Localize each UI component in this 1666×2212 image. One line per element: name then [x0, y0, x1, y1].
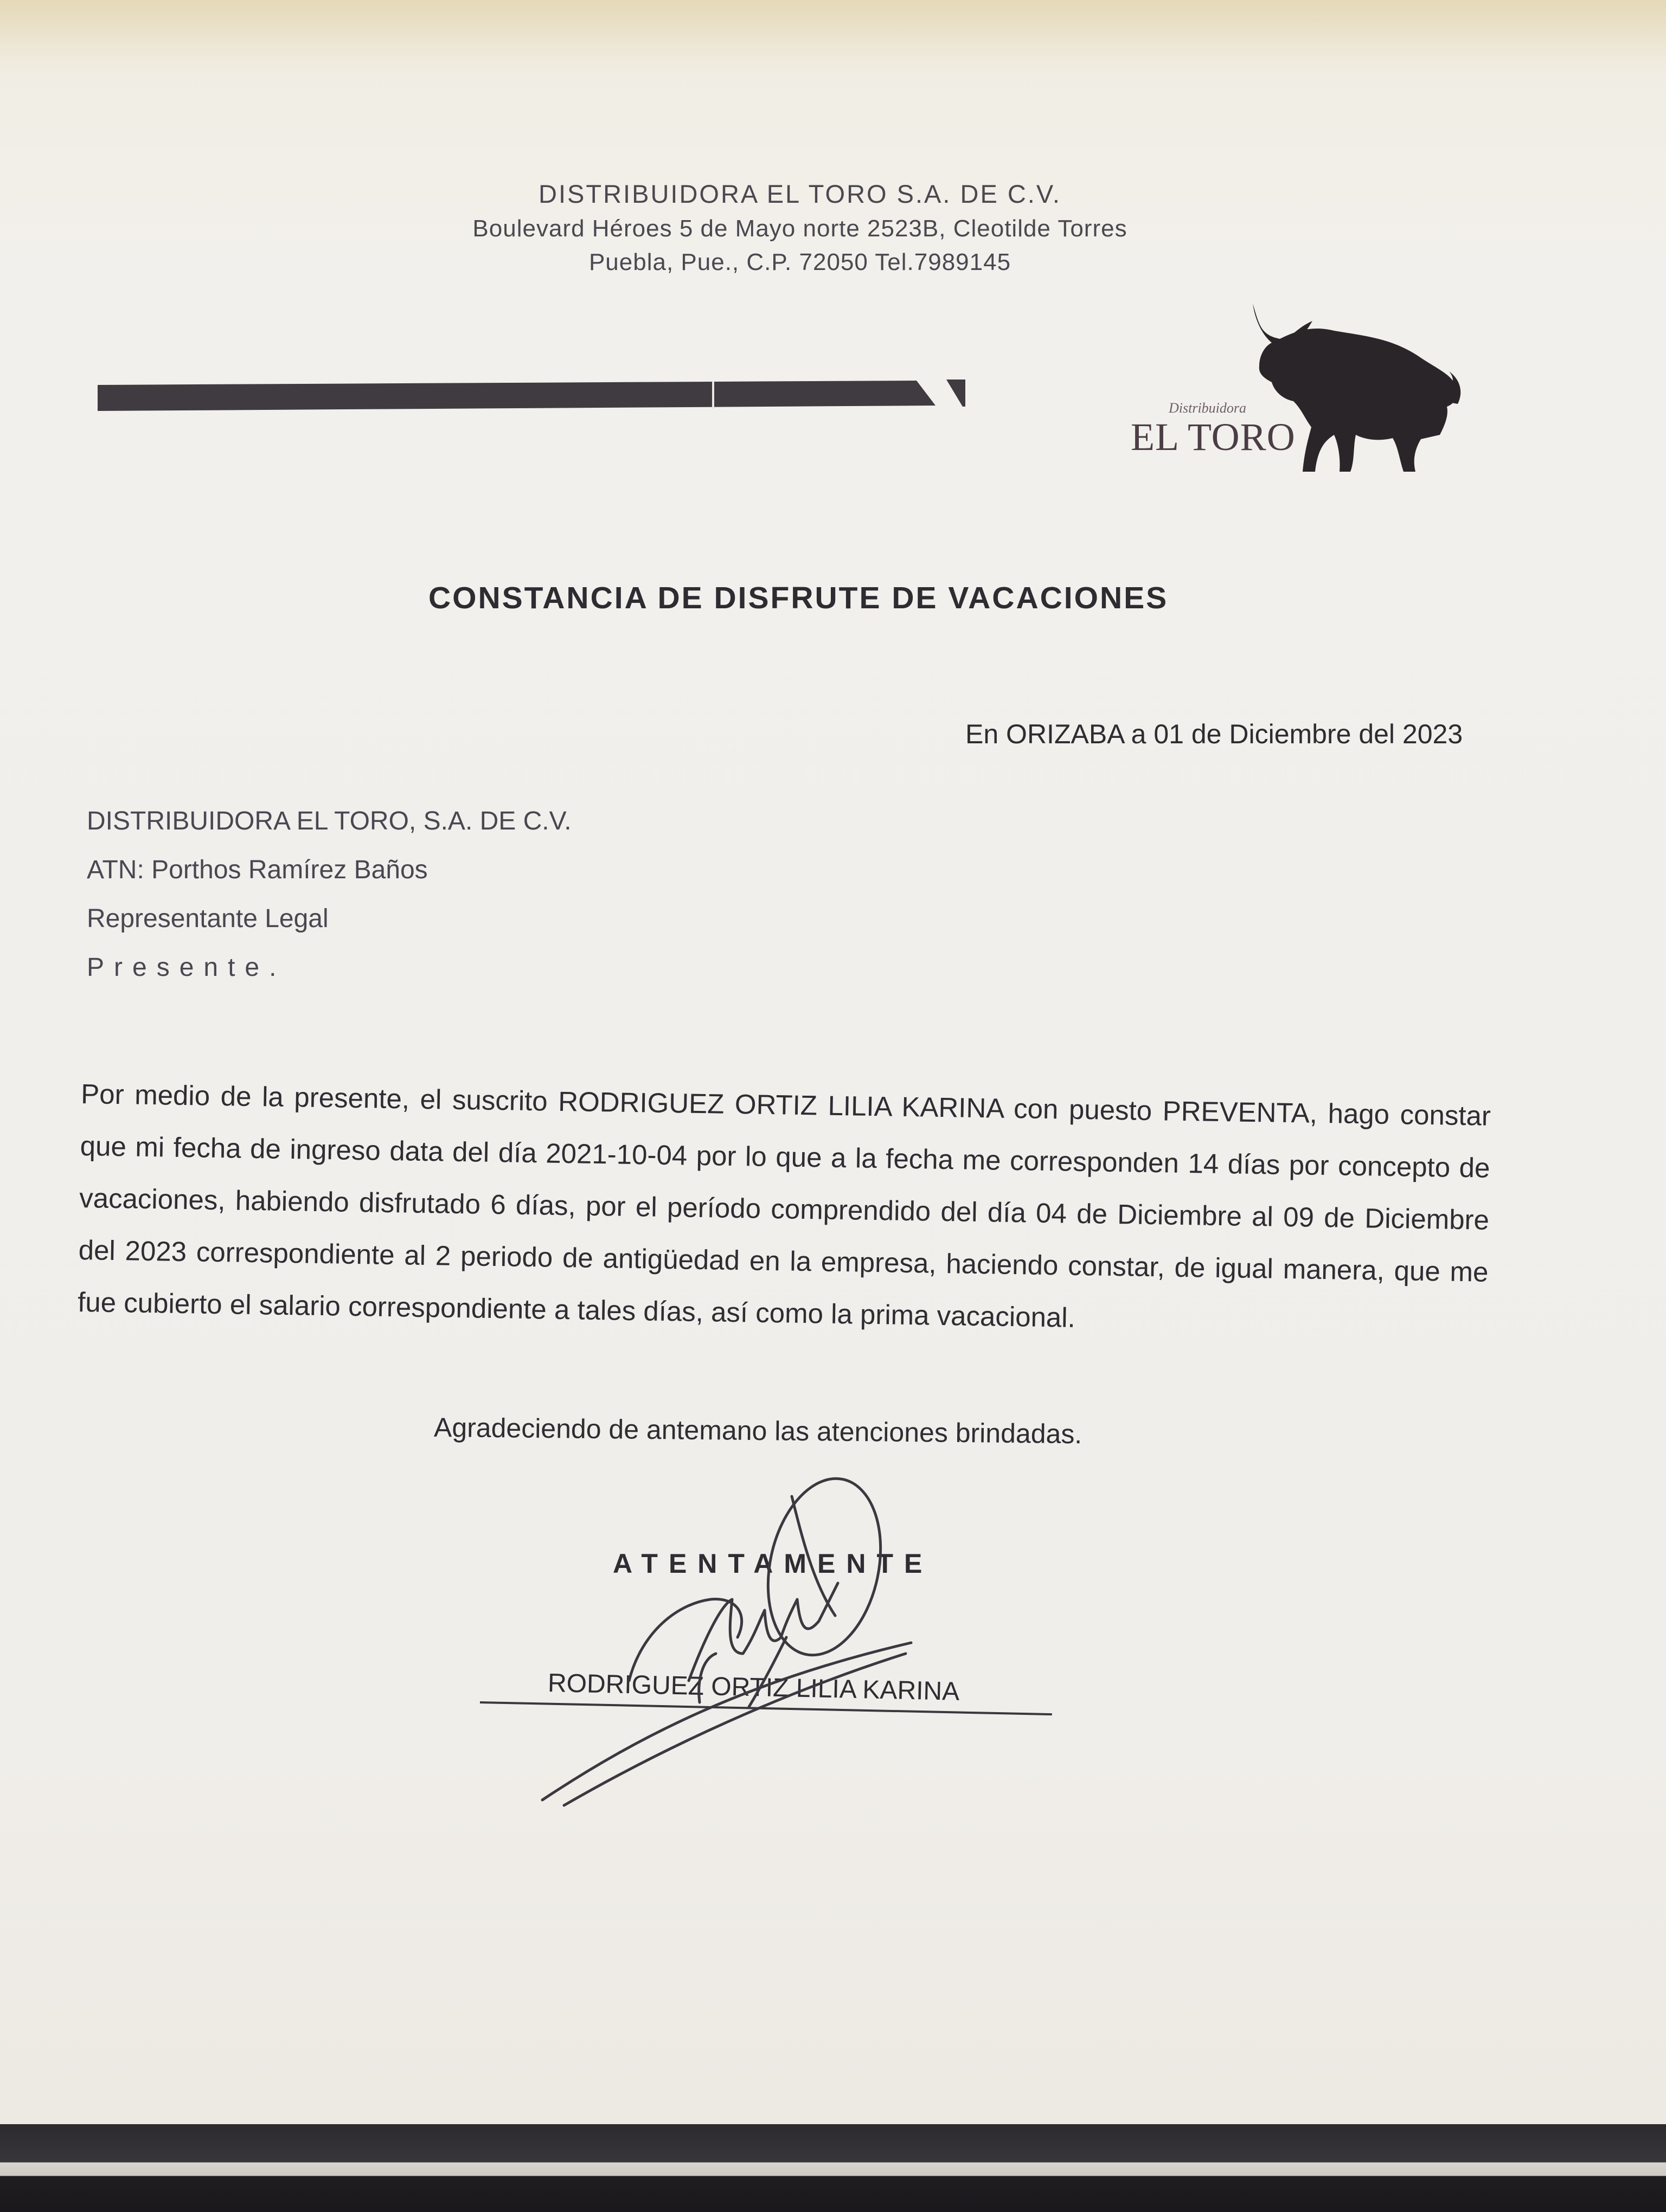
logo-brand-name: EL TORO — [1131, 415, 1296, 459]
letterhead-rule-dash-1 — [946, 380, 965, 407]
letterhead — [380, 176, 1220, 279]
logo-small-text: Distribuidora — [1169, 400, 1247, 416]
letterhead-rule — [98, 380, 965, 412]
place-and-date: En ORIZABA a 01 de Diciembre del 2023 — [965, 719, 1463, 749]
bottom-footer-bar — [0, 2124, 1666, 2212]
letterhead-address-line1: Boulevard Héroes 5 de Mayo norte 2523B, Cleotilde Torres — [472, 215, 1127, 242]
signoff: ATENTAMENTE — [613, 1548, 933, 1579]
recipient-company: DISTRIBUIDORA EL TORO, S.A. DE C.V. — [87, 807, 572, 835]
document-title: CONSTANCIA DE DISFRUTE DE VACACIONES — [428, 581, 1169, 615]
closing-line: Agradeciendo de antemano las atenciones brindadas. — [433, 1412, 1082, 1450]
paper-edge-shadow — [0, 0, 1666, 76]
letterhead-address-line2: Puebla, Pue., C.P. 72050 Tel.7989145 — [588, 249, 1011, 275]
handwritten-signature — [531, 1475, 944, 1832]
recipient-role: Representante Legal — [87, 904, 329, 933]
recipient-block — [87, 797, 572, 992]
signer-name: RODRIGUEZ ORTIZ LILIA KARINA — [547, 1669, 960, 1706]
letterhead-rule-bar — [98, 381, 935, 411]
recipient-presente: Presente. — [87, 953, 286, 982]
body-paragraph: Por medio de la presente, el suscrito RODRIGUEZ ORTIZ LILIA KARINA con puesto PREVENTA, hago constar que mi fecha de ingreso data del día 2021-10-04 por lo que a la fecha me corresponden 14 días por concepto de vacaciones, habiendo disfrutado 6 días, por el período comprendido del día 04 de Diciembre al 09 de Diciembre del 2023 correspondiente al 2 periodo de antigüedad en la empresa, haciendo constar, de igual manera, que me fue cubierto el salario correspondiente a tales días, así como la prima vacacional. — [77, 1078, 1491, 1333]
recipient-attention: ATN: Porthos Ramírez Baños — [87, 856, 428, 884]
letterhead-company: DISTRIBUIDORA EL TORO S.A. DE C.V. — [539, 179, 1061, 208]
